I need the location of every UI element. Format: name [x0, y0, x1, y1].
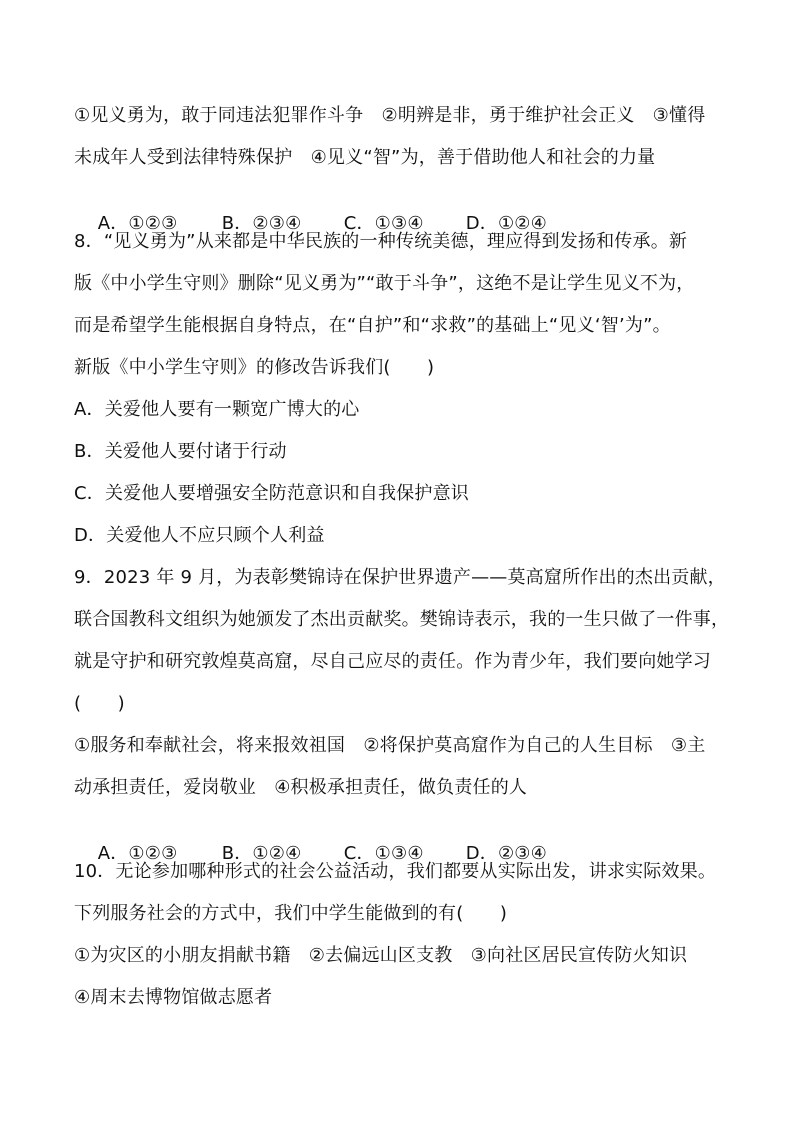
q10-statement-line-2: ④周末去博物馆做志愿者: [74, 987, 273, 1008]
q9-option-c[interactable]: C．①③④: [343, 843, 424, 864]
q7-statement-line-2: 未成年人受到法律特殊保护 ④见义“智”为，善于借助他人和社会的力量: [74, 147, 656, 168]
q7-option-b[interactable]: B．②③④: [221, 213, 302, 234]
q9-stem-line-3: 就是守护和研究敦煌莫高窟，尽自己应尽的责任。作为青少年，我们要向她学习: [74, 651, 711, 672]
q8-stem-line-1: 8．“见义勇为”从来都是中华民族的一种传统美德，理应得到发扬和传承。新: [74, 231, 688, 252]
q9-option-a[interactable]: A．①②③: [97, 843, 178, 864]
q7-option-c[interactable]: C．①③④: [343, 213, 424, 234]
q10-statement-line-1: ①为灾区的小朋友捐献书籍 ②去偏远山区支教 ③向社区居民宣传防火知识: [74, 945, 688, 966]
q9-option-b[interactable]: B．①②④: [221, 843, 302, 864]
q9-stem-line-4: ( ): [74, 693, 125, 714]
q7-option-a[interactable]: A．①②③: [97, 213, 178, 234]
q10-stem-line-2: 下列服务社会的方式中，我们中学生能做到的有( ): [74, 903, 508, 924]
q8-stem-line-3: 而是希望学生能根据自身特点，在“自护”和“求救”的基础上“见义‘智’为”。: [74, 315, 671, 336]
q8-option-b[interactable]: B．关爱他人要付诸于行动: [74, 441, 287, 462]
q8-stem-line-4: 新版《中小学生守则》的修改告诉我们( ): [74, 357, 435, 378]
q7-option-d[interactable]: D．①②④: [465, 213, 547, 234]
q8-option-d[interactable]: D．关爱他人不应只顾个人利益: [74, 525, 325, 546]
q8-option-c[interactable]: C．关爱他人要增强安全防范意识和自我保护意识: [74, 483, 469, 504]
q9-stem-line-1: 9．2023 年 9 月，为表彰樊锦诗在保护世界遗产——莫高窟所作出的杰出贡献，: [74, 567, 726, 588]
q8-option-a[interactable]: A．关爱他人要有一颗宽广博大的心: [74, 399, 360, 420]
q10-stem-line-1: 10．无论参加哪种形式的社会公益活动，我们都要从实际出发，讲求实际效果。: [74, 861, 717, 882]
q9-option-d[interactable]: D．②③④: [465, 843, 547, 864]
q9-statement-line-2: 动承担责任，爱岗敬业 ④积极承担责任，做负责任的人: [74, 777, 528, 798]
q9-statement-line-1: ①服务和奉献社会，将来报效祖国 ②将保护莫高窟作为自己的人生目标 ③主: [74, 735, 706, 756]
q8-stem-line-2: 版《中小学生守则》删除“见义勇为”“敢于斗争”，这绝不是让学生见义不为，: [74, 273, 695, 294]
q9-stem-line-2: 联合国教科文组织为她颁发了杰出贡献奖。樊锦诗表示，我的一生只做了一件事，: [74, 609, 730, 630]
q7-statement-line-1: ①见义勇为，敢于同违法犯罪作斗争 ②明辨是非，勇于维护社会正义 ③懂得: [74, 105, 706, 126]
